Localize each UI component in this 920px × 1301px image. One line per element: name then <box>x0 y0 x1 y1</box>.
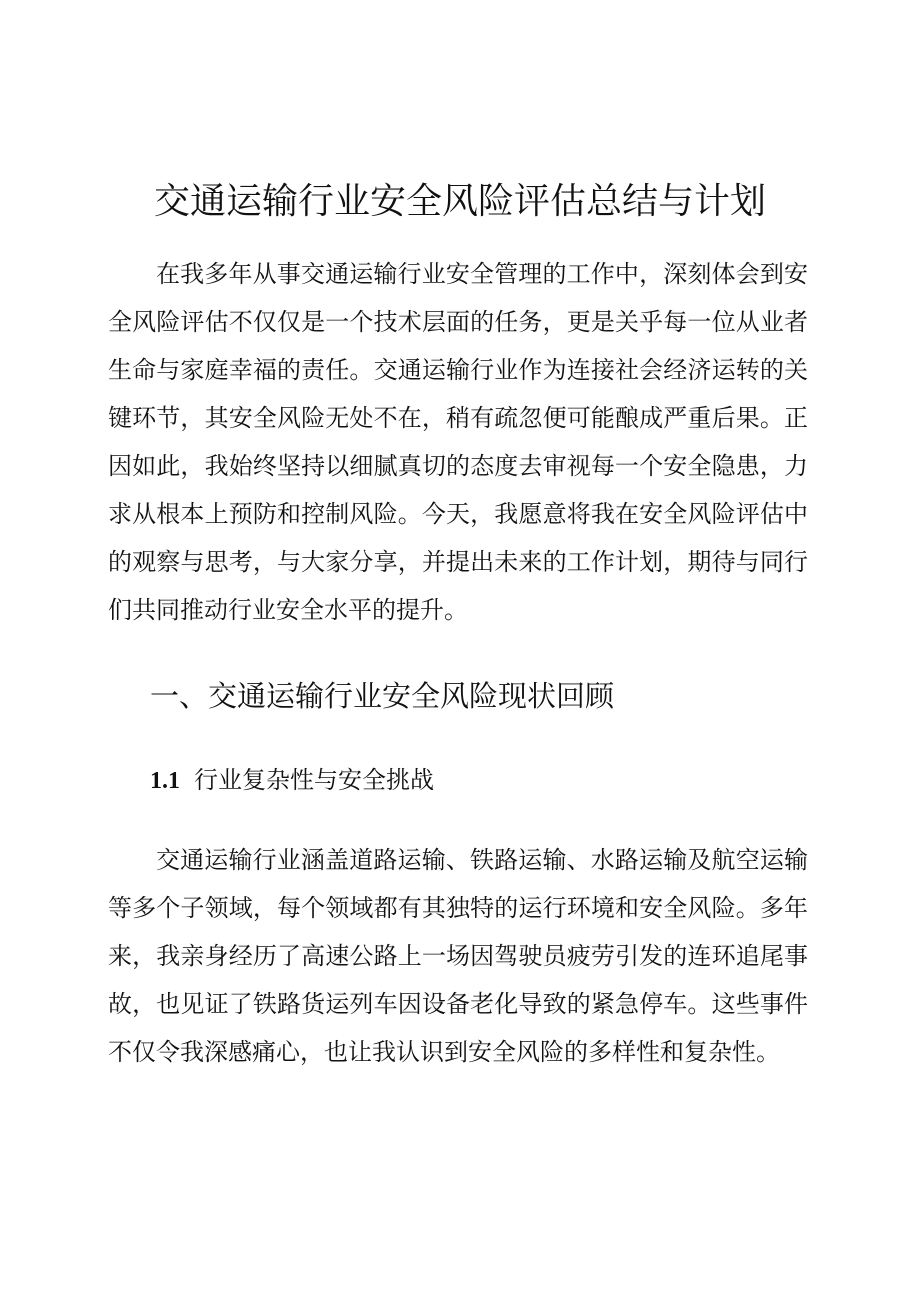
document-title: 交通运输行业安全风险评估总结与计划 <box>153 181 766 222</box>
intro-paragraph: 在我多年从事交通运输行业安全管理的工作中，深刻体会到安全风险评估不仅仅是一个技术层面的任务，更是关乎每一位从业者生命与家庭幸福的责任。交通运输行业作为连接社会经济运转的关键环节，其安全风险无处不在，稍有疏忽便可能酿成严重后果。正因如此，我始终坚持以细腻真切的态度去审视每一个安全隐患，力求从根本上预防和控制风险。今天，我愿意将我在安全风险评估中的观察与思考，与大家分享，并提出未来的工作计划，期待与同行们共同推动行业安全水平的提升。 <box>108 260 808 624</box>
subsection-heading <box>150 760 434 801</box>
subsection-paragraph: 交通运输行业涵盖道路运输、铁路运输、水路运输及航空运输等多个子领域，每个领域都有其独特的运行环境和安全风险。多年来，我亲身经历了高速公路上一场因驾驶员疲劳引发的连环追尾事故，也见证了铁路货运列车因设备老化导致的紧急停车。这些事件不仅令我深感痛心，也让我认识到安全风险的多样性和复杂性。 <box>108 846 808 1066</box>
subsection-number: 1.1 <box>150 768 180 794</box>
subsection-title: 行业复杂性与安全挑战 <box>194 766 434 794</box>
section-heading: 一、交通运输行业安全风险现状回顾 <box>150 679 615 713</box>
